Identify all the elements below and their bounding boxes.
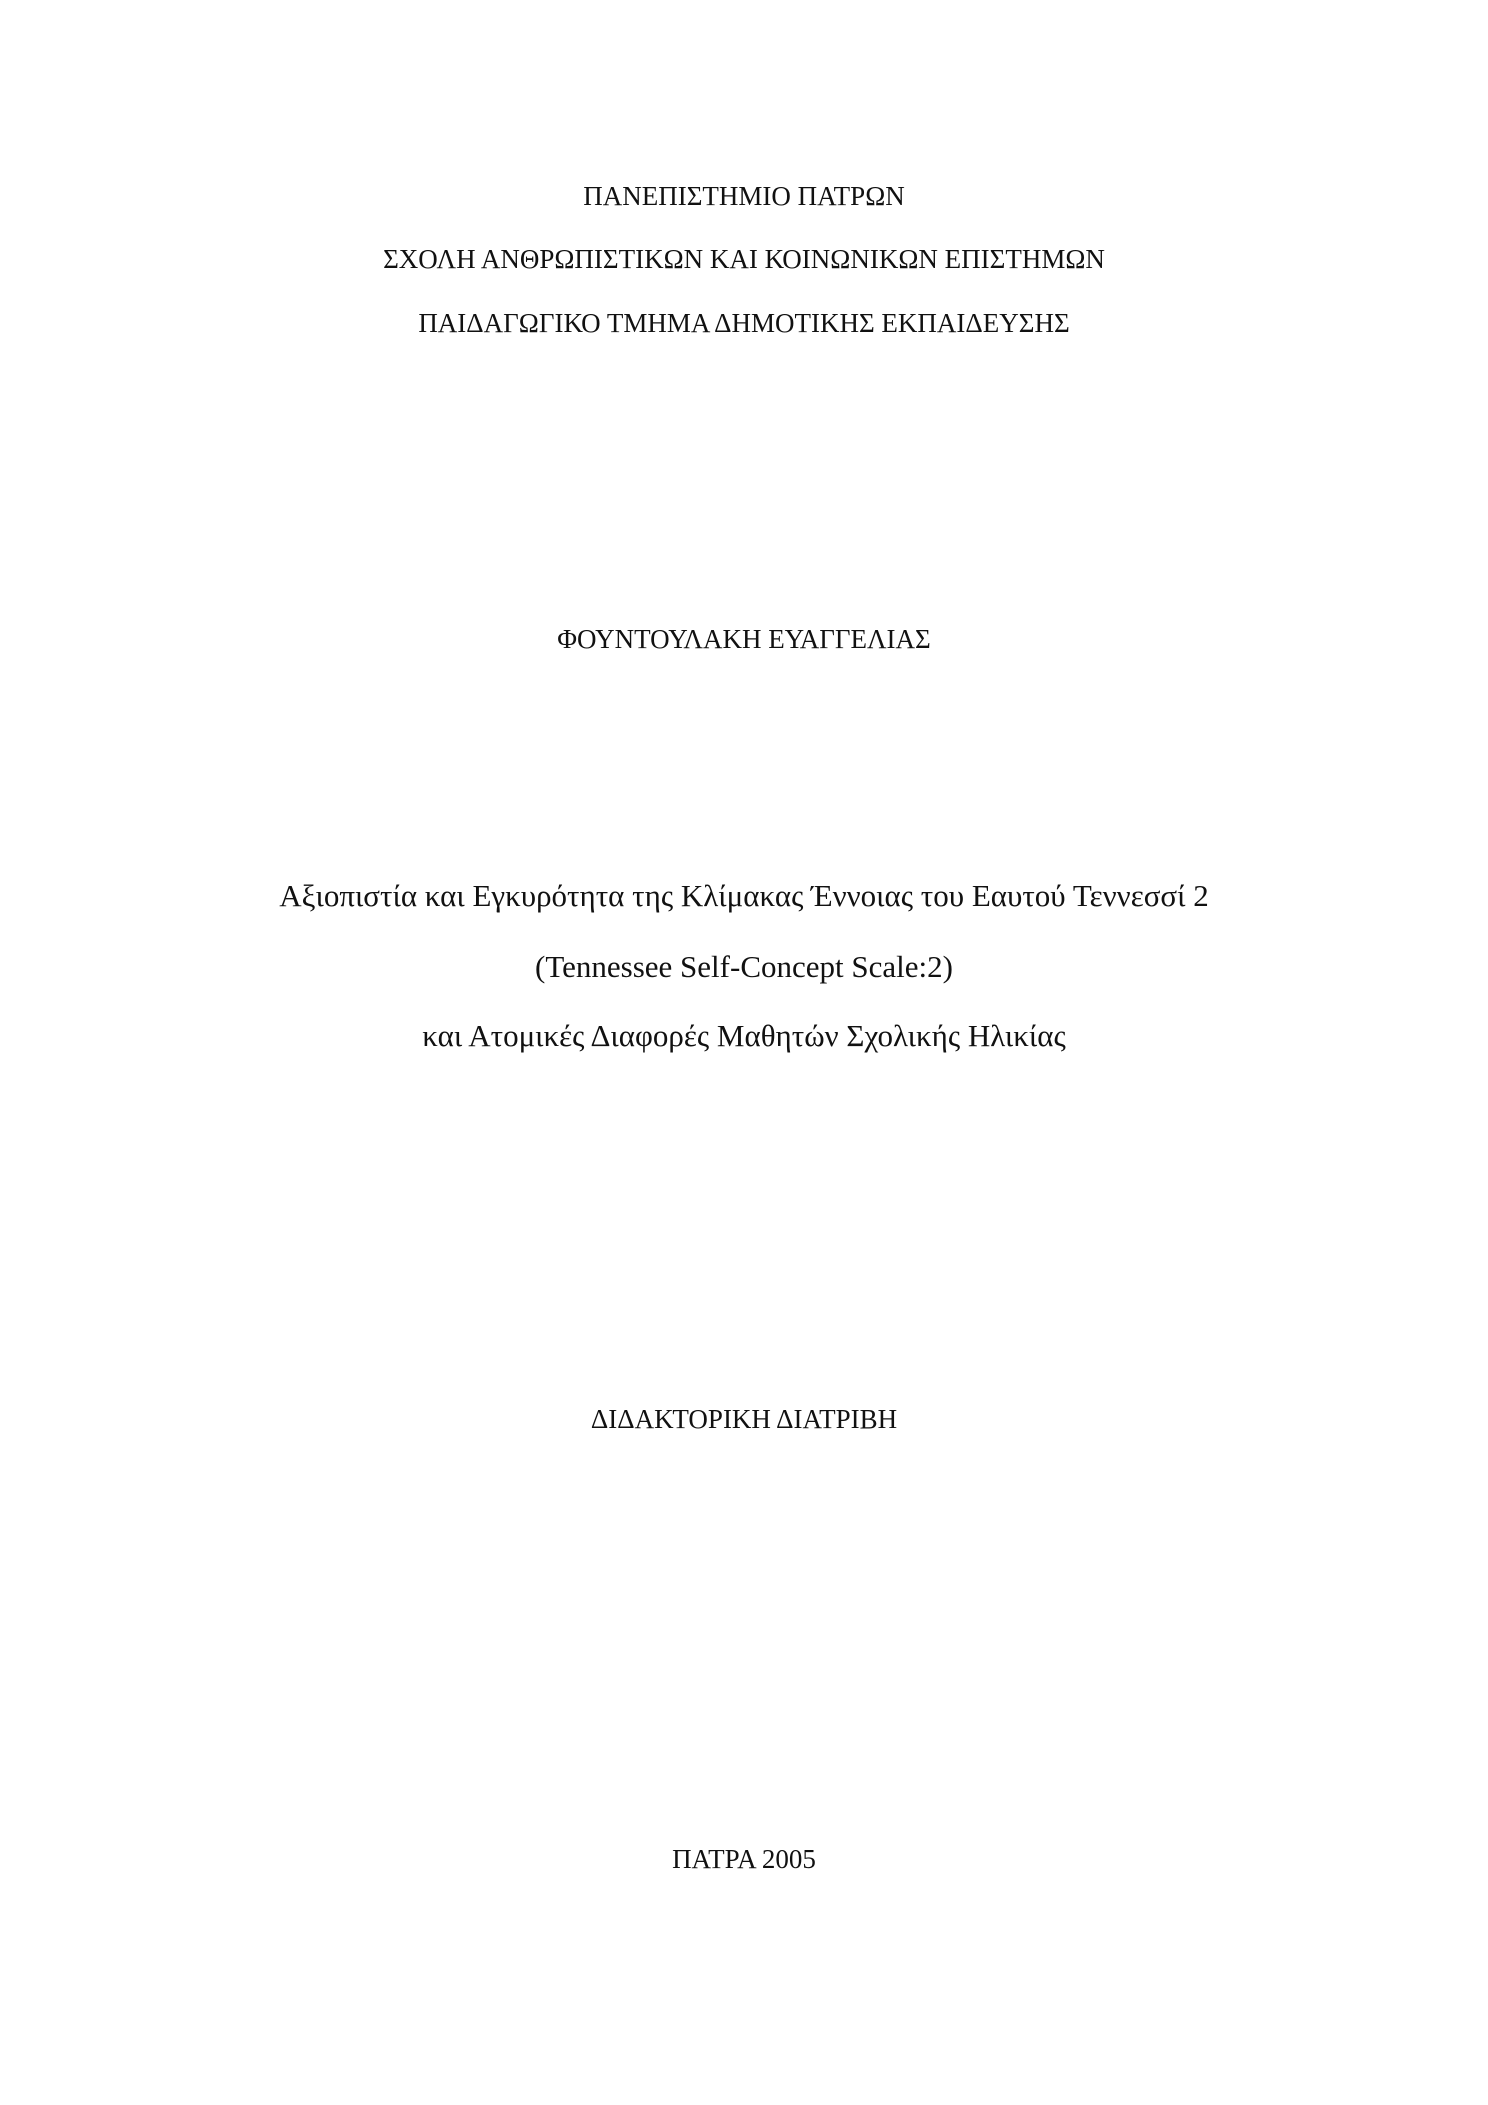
university-name: ΠΑΝΕΠΙΣΤΗΜΙΟ ΠΑΤΡΩΝ (583, 181, 905, 211)
place-and-year: ΠΑΤΡΑ 2005 (672, 1844, 816, 1874)
department-name: ΠΑΙΔΑΓΩΓΙΚΟ ΤΜΗΜΑ ΔΗΜΟΤΙΚΗΣ ΕΚΠΑΙΔΕΥΣΗΣ (418, 308, 1070, 338)
author-name: ΦΟΥΝΤΟΥΛΑΚΗ ΕΥΑΓΓΕΛΙΑΣ (557, 624, 931, 654)
thesis-title-line-1: Αξιοπιστία και Εγκυρότητα της Κλίμακας Έννοιας του Εαυτού Τεννεσσί 2 (279, 878, 1209, 913)
thesis-title-line-2: (Tennessee Self-Concept Scale:2) (535, 949, 953, 984)
school-name: ΣΧΟΛΗ ΑΝΘΡΩΠΙΣΤΙΚΩΝ ΚΑΙ ΚΟΙΝΩΝΙΚΩΝ ΕΠΙΣΤΗΜΩΝ (383, 244, 1105, 274)
document-type: ΔΙΔΑΚΤΟΡΙΚΗ ΔΙΑΤΡΙΒΗ (590, 1404, 898, 1434)
thesis-title-line-3: και Ατομικές Διαφορές Μαθητών Σχολικής Ηλικίας (422, 1018, 1066, 1053)
